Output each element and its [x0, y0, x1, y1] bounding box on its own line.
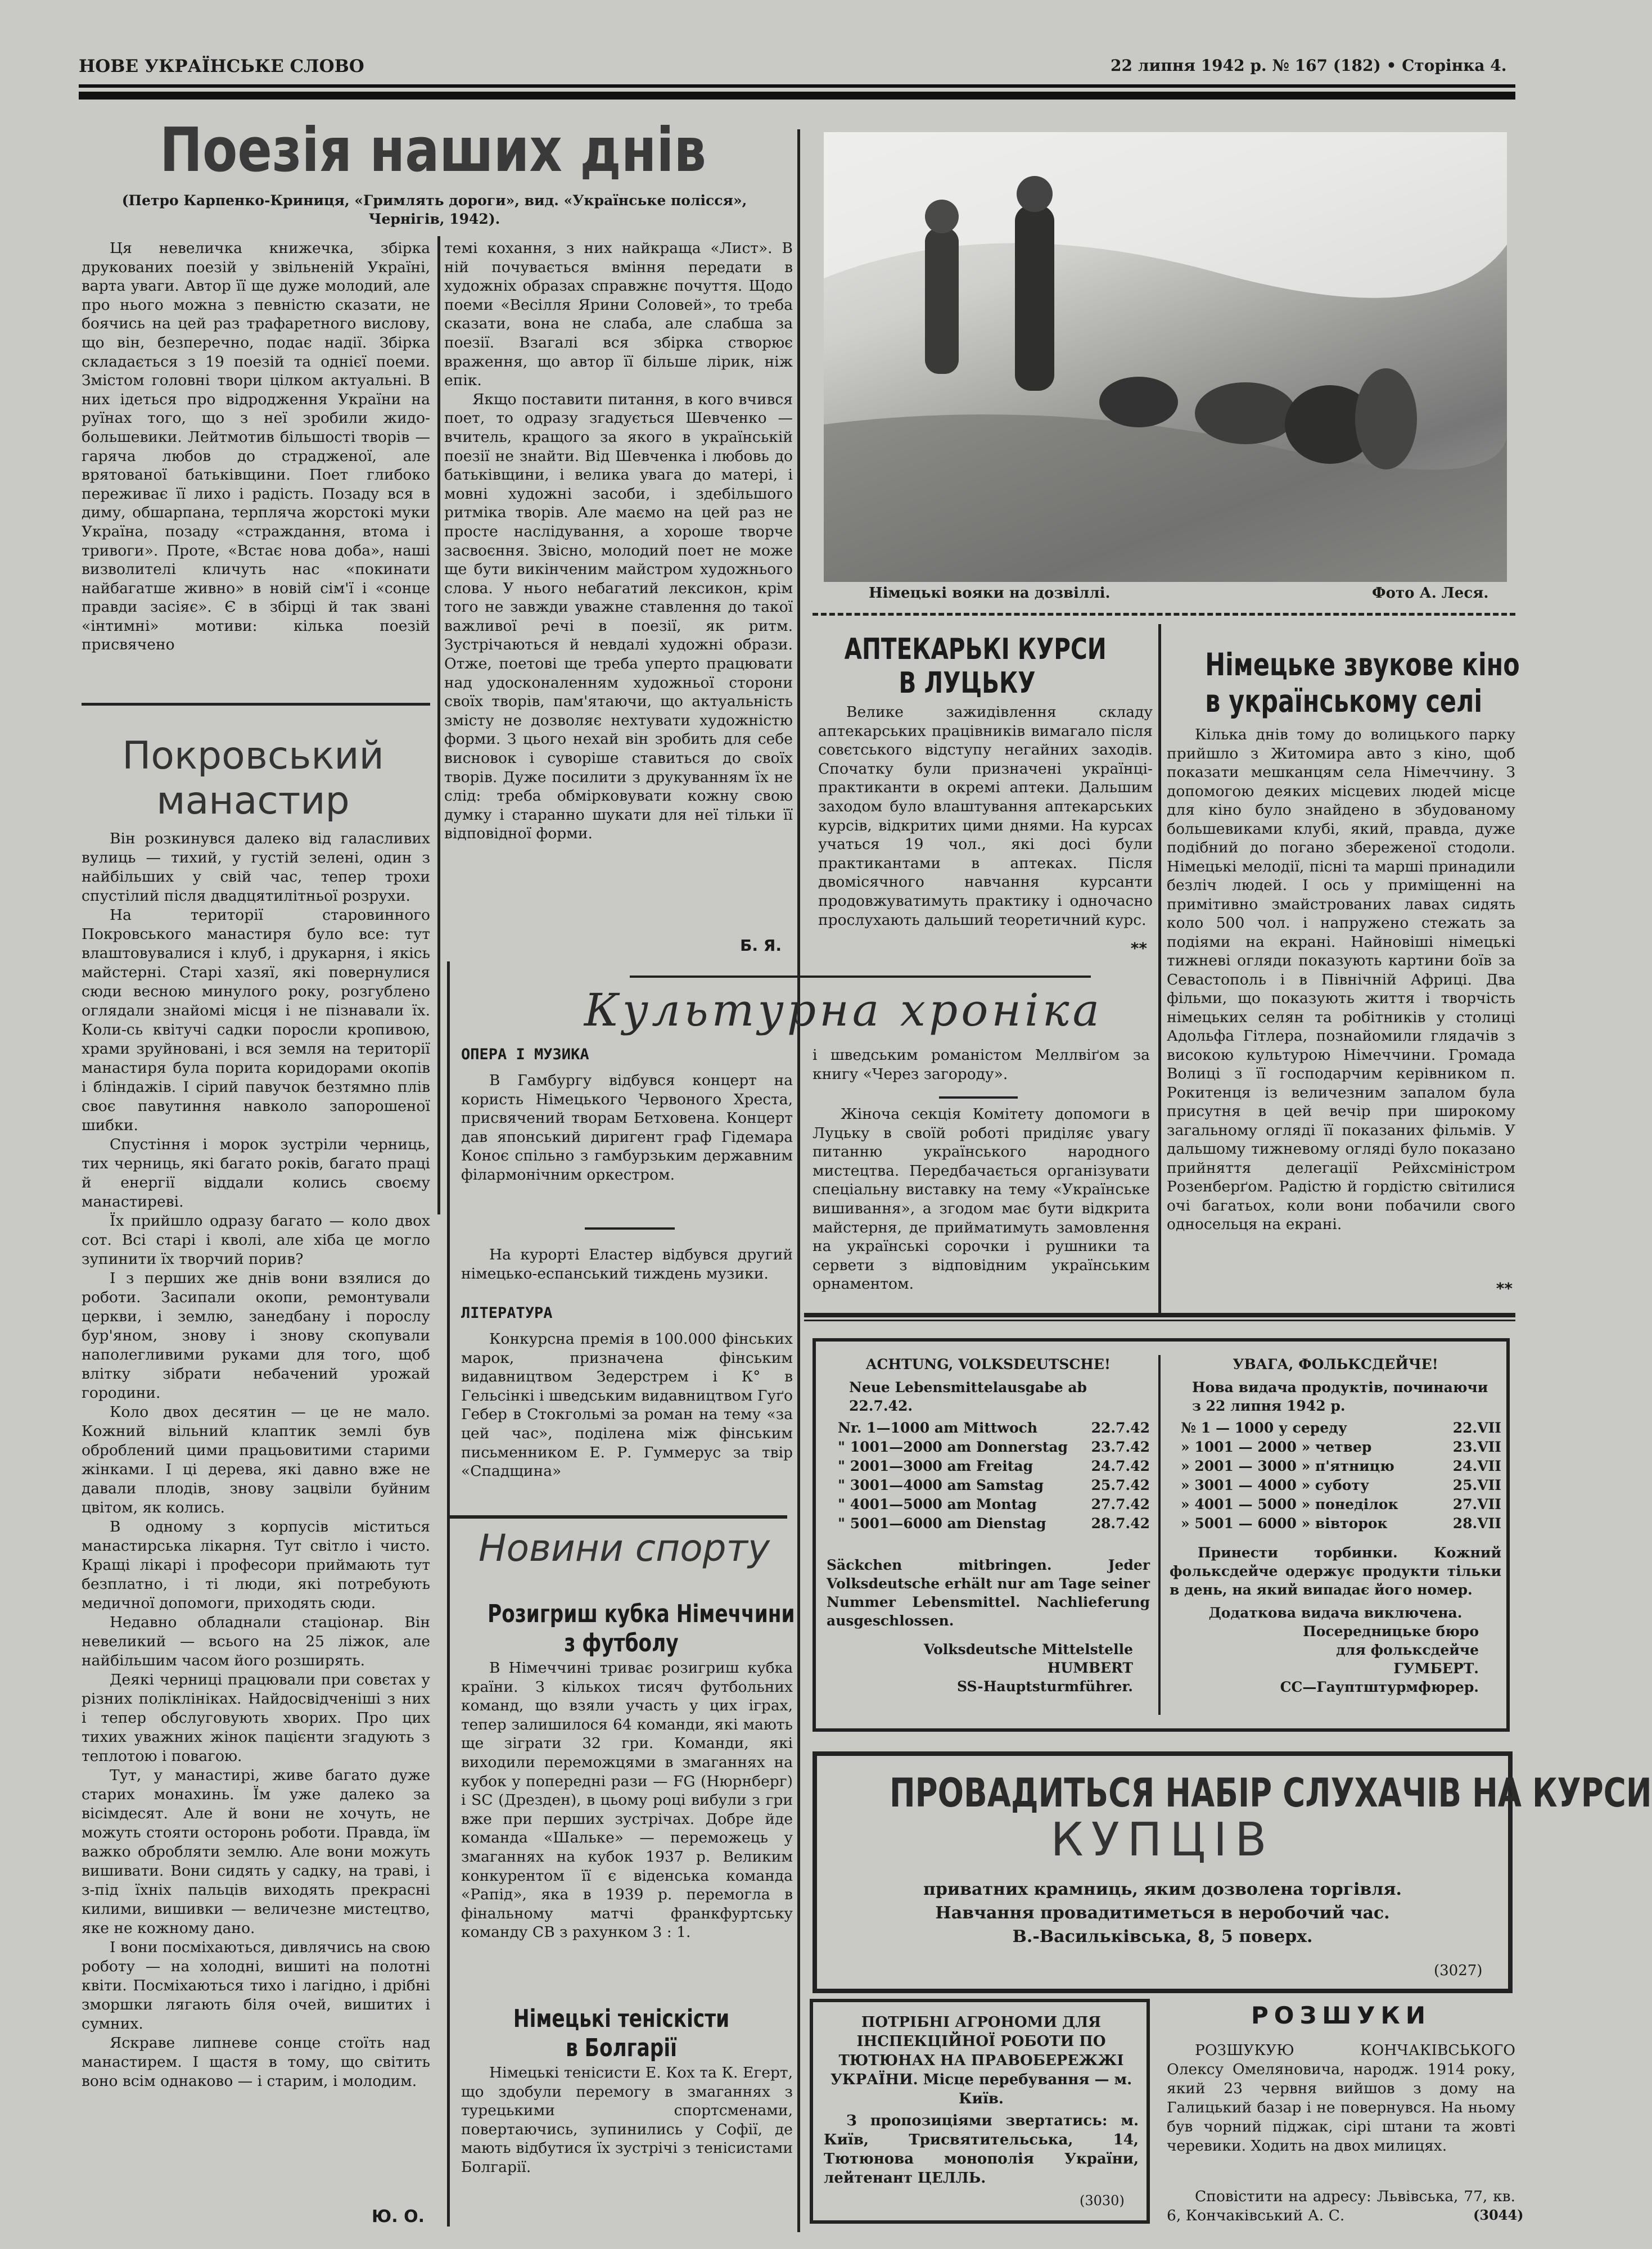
pharmacy-title-line1: АПТЕКАРЬКІ КУРСИ [844, 633, 1107, 666]
schedule-row: " 4001—5000 am Montag 27.7.42 [838, 1496, 1150, 1512]
rule [82, 703, 430, 706]
pharmacy-title [844, 633, 1107, 700]
search-text-2: Сповістити на адресу: Львівська, 77, кв. 6, Кончаківський А. С. [1167, 2188, 1515, 2224]
opera-text-2: На курорті Еластер відбувся другий німецько-еспанський тиждень музики. [461, 1246, 793, 1282]
schedule-row: " 2001—3000 am Freitag 24.7.42 [838, 1458, 1150, 1474]
rule [813, 613, 1515, 616]
cinema-title-line2: в українському селі [1205, 683, 1483, 719]
column-divider [447, 961, 450, 2227]
sport-title: Новини спорту [478, 1527, 770, 1570]
notice-de-text: Säckchen mitbringen. Jeder Volksdeutsche erhält nur am Tage seiner Nummer Lebensmittel. Nachlieferung ausgeschlossen. [827, 1557, 1150, 1629]
courses-title: ПРОВАДИТЬСЯ НАБІР СЛУХАЧІВ НА КУРСИ [889, 1770, 1652, 1816]
monastery-title [84, 734, 422, 824]
schedule-row: Nr. 1—1000 am Mittwoch 22.7.42 [838, 1420, 1150, 1436]
notice-ua-schedule [1170, 1419, 1501, 1533]
section-rule [804, 1313, 1515, 1317]
notice-de-sign: Volksdeutsche Mittelstelle HUMBERT SS-Hauptsturmführer. [924, 1641, 1133, 1695]
notice-de-subheading: Neue Lebensmittelausgabe ab 22.7.42. [849, 1379, 1087, 1414]
pharmacy-text: Велике зажидівлення складу аптекарських працівників вимагало після совєтського відступу негайних заходів. Спочатку були призначені українці-практиканти в окремі аптеки. Дальшим заходом було влаштування аптекарських курсів, відкритих цими днями. На курсах учаться 19 чол., які досі були практикантами в аптеках. Після двомісячного навчання курсанти продовжуватимуть практику і одночасно прослухають дальший теоретичний курс. [818, 703, 1153, 929]
notice-de-schedule [827, 1419, 1150, 1533]
monastery-title-line1: Покровський [122, 734, 384, 778]
notice-ua [1170, 1355, 1501, 1696]
poetry-column-2: темі кохання, з них найкраща «Лист». В ній почувається вміння передати в художніх образах справжнє почуття. Щодо поеми «Весілля Ярини Соловей», то треба сказати, вона не слаба, але слабша за поезії. Взагалі вся збірка створює враження, що автор її більше лірик, ніж епік. Якщо поставити питання, в кого вчився поет, то одразу згадується Шевченко — вчитель, кращого за якого в українській поезії не знайти. Від Шевченка і любовь до батьківщини, і велика увага до матері, і мовні художні засоби, і здебільшого ритміка творів. Але маємо на цей раз не просте наслідування, а хороше творче засвоєння. Звісно, молодий поет не може ще бути викінченим майстром художнього слова. У нього небагатий лексикон, крім того не завжди уважне ставлення до такої важливої речі в поезії, як ритм. Зустрічаються й невдалі художні образи. Отже, поетові ще треба уперто працювати над удосконаленням художньої сторони своїх творів, пам'ятаючи, що актуальність змісту не дозволяє нехтувати художністю форми. З цього нехай він зробить для себе висновок і суворіше ставиться до своїх творів. Дуже посилити з друкуванням їх не слід: треба обмірковувати кожну свою думку і старанно шукати для неї тільки її відповідної форми. [444, 240, 793, 843]
rule [630, 976, 1091, 978]
notice-de [827, 1355, 1150, 1696]
poetry-title: Поезія наших днів [160, 115, 706, 186]
photo-figures [824, 132, 1507, 582]
photo-credit: Фото А. Леся. [1372, 585, 1489, 602]
column-divider [797, 129, 800, 2232]
cinema-signature: ** [1496, 1279, 1513, 1298]
rule [585, 1227, 675, 1230]
notice-ua-heading: УВАГА, ФОЛЬКСДЕЙЧЕ! [1233, 1356, 1438, 1372]
pharmacy-signature: ** [1130, 939, 1147, 958]
courses-code: (3027) [1434, 1962, 1483, 1979]
section-rule [804, 1320, 1515, 1321]
schedule-row: » 5001 — 6000 » вівторок 28.VII [1181, 1515, 1501, 1532]
header-rule-thick [79, 92, 1515, 100]
schedule-row: " 3001—4000 am Samstag 25.7.42 [838, 1477, 1150, 1493]
notice-ua-subheading: Нова видача продуктів, починаючи з 22 липня 1942 р. [1192, 1379, 1488, 1414]
cup-title [488, 1600, 795, 1658]
cinema-text: Кілька днів тому до волицького парку прийшло з Житомира авто з кіно, щоб показати мешканцям села Німеччину. З допомогою деяких місцевих людей місце для кіно було знайдено в збудованому большевиками клубі, який, правда, дуже подібний до погано збереженої стодоли. Німецькі мелодії, пісні та марші принадили безліч людей. І ось у приміщенні на примітивно змайстрованих лавах сидять коло 500 чол. і напружено стежать за подіями на екрані. Найновіші німецькі тижневі огляди показують картини боїв за Севастополь і в Північній Африці. Два фільми, що показують життя і творчість німецьких селян та робітників у столиці Адольфа Гітлера, познайомили глядачів з високою культурою Німеччини. Громада Волиці з її господарчим керівником п. Рокитенця із величезним запалом була присутня в цей вечір при широкому загальному огляді її показаних фільмів. У дальшому тижневому огляді було показано прийняття делегації Рейхсміністром Розенберґом. Радістю й гордістю світилися очі багатьох, коли вони побачили свого односельця на екрані. [1167, 726, 1515, 1233]
monastery-signature: Ю. О. [372, 2207, 425, 2227]
cup-title-line2: з футболу [564, 1629, 679, 1658]
women-section-text: Жіноча секція Комітету допомоги в Луцьку в своїй роботі приділяє увагу питанню українського народного мистецтва. Передбачається організувати спеціальну виставку на тему «Українське вишивання», а згодом має бути відкрита майстерня, де прийматимуть замовлення на українські сорочки і рушники та сервети з відповідним українським орнаментом. [813, 1105, 1150, 1293]
cup-text: В Німеччині триває розигриш кубка країни. З кількох тисяч футбольних команд, що взяли участь у цих іграх, тепер залишилося 64 команди, які мають ще зіграти 32 гри. Команди, які виходили переможцями в змаганнях на кубок у попередні рази — FG (Нюрнберг) і SC (Дрезден), в цьому році вибули з гри вже при перших зустрічах. Добре йде команда «Шальке» — переможець у змаганнях на кубок 1937 р. Великим конкурентом її є віденська команда «Рапід», яка в 1939 р. перемогла в фінальному матчі франкфуртську команду СВ з рахунком 3 : 1. [461, 1659, 793, 1941]
rule [450, 1515, 787, 1519]
agronomy-code: (3030) [1080, 2193, 1125, 2209]
literature-text-cont: і шведським романістом Меллвіґом за книгу «Через загороду». [813, 1046, 1150, 1083]
cinema-title-line1: Німецьке звукове кіно [1205, 647, 1520, 683]
tennis-title-line1: Німецькі теніскісти [513, 2004, 730, 2033]
search-code: (3044) [1473, 2207, 1524, 2223]
notice-de-heading: ACHTUNG, VOLKSDEUTSCHE! [866, 1356, 1111, 1372]
column-divider [1158, 624, 1161, 1316]
courses-text: приватних крамниць, яким дозволена торгівля. Навчання провадитиметься в неробочий час. В.-Васильківська, 8, 5 поверх. [923, 1880, 1402, 1947]
column-divider [437, 236, 440, 1214]
photo [824, 132, 1507, 582]
courses-title-2: КУПЦІВ [1050, 1813, 1275, 1867]
cup-title-line1: Розигриш кубка Німеччини [488, 1600, 795, 1628]
search-text: РОЗШУКУЮ КОНЧАКІВСЬКОГО Олекcу Омеляновича, народж. 1914 року, який 23 червня вийшов з дому на Галицький базар і не повернувся. На ньому був чорний піджак, сірі штани та жовті черевики. Ходить на двох милицях. [1167, 2042, 1515, 2155]
schedule-row: » 1001 — 2000 » четвер 23.VII [1181, 1439, 1501, 1455]
literature-text: Конкурсна премія в 100.000 фінських марок, призначена фінським видавництвом Зедерстрем і К° в Гельсінкі і шведським видавництвом Гуґо Гебер в Стокгольмі за роман на тему «за цей час», поділена між фінським письменником Е. Р. Гуммерус за твір «Спадщина» [461, 1330, 793, 1480]
pharmacy-title-line2: В ЛУЦЬКУ [899, 666, 1036, 700]
tennis-text: Німецькі тенісисти Е. Кох та К. Егерт, що здобули перемогу в змаганнях з турецькими спортсменами, повертаючись, зупинились у Софії, де мають відбутися їх зустрічі з тенісистами Болгарії. [461, 2064, 793, 2176]
schedule-row: № 1 — 1000 у середу 22.VII [1181, 1420, 1501, 1436]
tennis-title [488, 2004, 755, 2063]
poetry-source: (Петро Карпенко-Криниця, «Гримлять дороги», вид. «Українське полісся», Чернігів, 1942). [121, 192, 747, 227]
schedule-row: » 3001 — 4000 » суботу 25.VII [1181, 1477, 1501, 1493]
notice-ua-text: Принести торбинки. Кожний фольксдейче одержує продукти тільки в день, на який випадає його номер. [1170, 1545, 1501, 1598]
search-title: РОЗШУКИ [1251, 2002, 1432, 2029]
header-rule [79, 84, 1515, 88]
opera-heading: ОПЕРА І МУЗИКА [461, 1046, 589, 1063]
schedule-row: » 4001 — 5000 » понеділок 27.VII [1181, 1496, 1501, 1512]
poetry-signature: Б. Я. [740, 936, 782, 955]
culture-title: Культурна хроніка [584, 984, 1103, 1036]
opera-text: В Гамбургу відбувся концерт на користь Німецького Червоного Хреста, присвячений творам Бетховена. Концерт дав японський диригент граф Гідемара Коноє спільно з гамбурзьким державним філармонічним оркестром. [461, 1072, 793, 1184]
notice-ua-text2: Додаткова видача виключена. [1208, 1605, 1463, 1621]
page-number: Сторінка 4. [1402, 56, 1507, 75]
schedule-row: » 2001 — 3000 » п'ятницю 24.VII [1181, 1458, 1501, 1474]
paper-name: НОВЕ УКРАЇНСЬКЕ СЛОВО [79, 56, 364, 76]
monastery-title-line2: манастир [156, 779, 350, 823]
schedule-row: " 5001—6000 am Dienstag 28.7.42 [838, 1515, 1150, 1532]
notice-ua-sign: Посередницьке бюро для фольксдейче ГУМБЕРТ. СС—Гауптштурмфюрер. [1280, 1623, 1479, 1695]
agronomy-text-2: З пропозиціями звертатись: м. Київ, Трисвятительська, 14, Тютюнова монополія України, лейтенант ЦЕЛЛЬ. [824, 2112, 1139, 2187]
issue-number: № 167 (182) [1272, 56, 1381, 75]
literature-heading: ЛІТЕРАТУРА [461, 1304, 553, 1322]
schedule-row: " 1001—2000 am Donnerstag 23.7.42 [838, 1439, 1150, 1455]
agronomy-text: ПОТРІБНІ АГРОНОМИ ДЛЯ ІНСПЕКЦІЙНОЇ РОБОТИ ПО ТЮТЮНАХ НА ПРАВОБЕРЕЖЖІ УКРАЇНИ. Місце перебування — м. Київ. [830, 2014, 1132, 2107]
issue-date: 22 липня 1942 р. [1111, 56, 1267, 75]
tennis-title-line2: в Болгарії [566, 2034, 677, 2062]
rule [939, 1096, 1018, 1099]
cinema-title [1205, 647, 1520, 720]
poetry-column-1: Ця невеличка книжечка, збірка друкованих поезій у звільненій Україні, варта уваги. Автор її ще дуже молодий, але про нього можна з певністю сказати, не боячись на цей раз трафаретного вислову, що він, безперечно, подає надії. Збірка складається з 19 поезій та однієї поеми. Змістом головні твори цілком актуальні. В них ідеться про відродження України на руїнах того, що з неї зробили жидо-большевики. Лейтмотив більшості творів — гаряча любов до страдженої, але врятованої батьківщини. Поет глибоко переживає її лихо і радість. Позаду вся в диму, обшарпана, терпляча жорстокі муки Україна, позаду «страждання, втома і тривоги». Проте, «Встає нова доба», наші визволителі кличуть нас «покинати найбагатше живно» в новій сім'ї і «сонце правди засіяє». Є в збірці й так звані «інтимні» мотиви: кілька поезій присвячено [82, 240, 430, 654]
monastery-text: Він розкинувся далеко від галасливих вулиць — тихий, у густій зелені, один з найбільших у свій час, тепер трохи спустілий після двадцятилітньої розрухи. На території старовинного Покровського манастиря було все: тут влаштовувалися і клуб, і друкарня, і якісь майстерні. Старі хазяї, які повернулися сюди весною минулого року, розгублено оглядали знайомі місця і не пізнавали їх. Коли-сь квітучі садки поросли кропивою, храми зруйновані, і вся земля на території манастиря була порита коридорами окопів і бліндажів. І сірий павучок безтямно плів своє павутиння навколо запорошеної шибки. Спустіння і морок зустріли черниць, тих черниць, які багато років, багато праці й енергії віддали колись своєму манастиреві. Їх прийшло одразу багато — коло двох сот. Всі старі і кволі, але хіба це могло зупинити їх творчий порив? І з перших же днів вони взялися до роботи. Засипали окопи, ремонтували церкви, і землю, занедбану і порослу бур'яном, знову і знову скопували наполегливими руками для того, щоб влітку зібрати небачений урожай городини. Коло двох десятин — це не мало. Кожний вільний клаптик землі був оброблений цими працьовитими старими жінками. І ці дерева, які давно вже не давали плодів, знову зацвіли буйним цвітом, як колись. В одному з корпусів міститься манастирська лікарня. Тут світло і чисто. Кращі лікарі і професори приймають тут безплатно, і ті люди, які потребують медичної допомоги, приходять сюди. Недавно обладнали стаціонар. Він невеликий — всього на 25 ліжок, але найбільшим часом його розширять. Деякі черниці працювали при совєтах у різних поліклініках. Найдосвідченіші з них і тепер обслуговують хворих. Про цих тихих уважних жінок пацієнти згадують з теплотою і повагою. Тут, у манастирі, живе багато дуже старих монахинь. Їм уже далеко за вісімдесят. Але й вони не хочуть, не можуть стояти осторонь роботи. Правда, їм важко обробляти землю. Але вони можуть вишивати. Вони сидять у садку, на траві, і з-під їхніх пальців виходять прекрасні килими, вишивки — величезне мистецтво, яке не кожному дано. І вони посміхаються, дивлячись на свою роботу — на холодні, вишиті на полотні квіти. Посміхаються тихо і лагідно, і дрібні зморшки лягають біля очей, вишитих і сумних. Яскраве липневе сонце стоїть над манастирем. І щастя в тому, що світить воно всім однаково — і старим, і молодим. [82, 830, 430, 2090]
issue-info: 22 липня 1942 р. № 167 (182) • Сторінка 4. [1111, 56, 1507, 75]
notice-divider [1158, 1355, 1161, 1715]
photo-caption: Німецькі вояки на дозвіллі. [869, 585, 1111, 602]
